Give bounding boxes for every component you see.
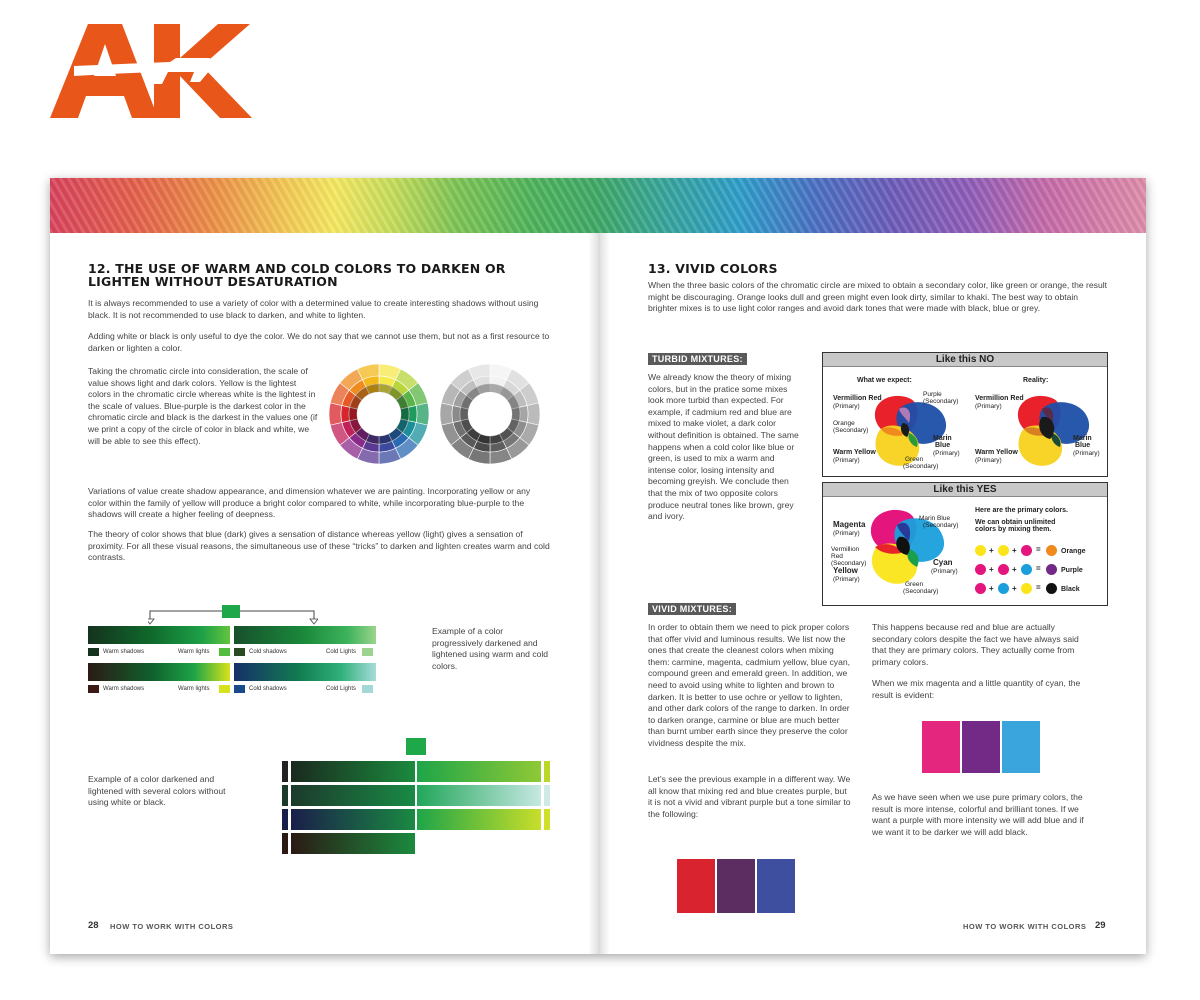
dot-yellow: [998, 545, 1009, 556]
no-purple-label: Purple: [923, 391, 942, 398]
label-cold-lights-1: Cold Lights: [326, 649, 357, 655]
vivid-text-2: Let's see the previous example in a different way. We all know that mixing red and blue creates purple, but it is not a vivid and vibrant purple but a tone similar to the following:: [648, 774, 851, 819]
dot-cyan: [1021, 564, 1032, 575]
yes-magenta-label: Magenta: [833, 520, 866, 529]
reality-marin-label: Marin: [1073, 435, 1092, 442]
yes-yellow-primary: (Primary): [833, 576, 860, 583]
reality-vermillion-label: Vermillion Red: [975, 395, 1024, 402]
dot-purple: [1046, 564, 1057, 575]
dot-orange: [1046, 545, 1057, 556]
yes-cyan-label: Cyan: [933, 558, 953, 567]
book-gutter: [588, 233, 610, 954]
swatch-dull-purple: [717, 859, 755, 913]
reality-yellow-primary: (Primary): [975, 457, 1002, 464]
no-vermillion-label: Vermillion Red: [833, 395, 882, 402]
warm-strip-1: [88, 626, 230, 644]
label-warm-shadows-2: Warm shadows: [103, 686, 145, 692]
green-source-swatch: [406, 738, 426, 755]
value-circle: [438, 362, 542, 471]
right-intro: When the three basic colors of the chromatic circle are mixed to obtain a secondary color, like green or orange, the result might be discouraging. Orange looks dull and green might even look dirty, similar to khaki. The best way to obtain brighter mixes is to use light color ranges and avoid dark tones that were made with black, blue or grey.: [648, 280, 1108, 314]
yes-vermillion-label: Vermillion: [831, 546, 860, 553]
yes-marin-blue-label: Marin Blue: [919, 515, 951, 522]
yes-note-1: Here are the primary colors.: [975, 507, 1068, 514]
col2-text-2: When we mix magenta and a little quantity of cyan, the result is evident:: [872, 678, 1081, 700]
left-para-5: The theory of color shows that blue (dark) gives a sensation of distance whereas yellow (light) gives a sensation of proximity. For all these visual reasons, the simultaneous use of these “tricks” to darken and lighten creates warm and cold contrasts.: [88, 529, 550, 563]
swatch-magenta: [922, 721, 960, 773]
op-equals: =: [1036, 545, 1041, 554]
dot-black: [1046, 583, 1057, 594]
dot-yellow: [1021, 583, 1032, 594]
op-plus: +: [1012, 584, 1017, 593]
result-orange-label: Orange: [1061, 548, 1086, 555]
caption-several-colors: Example of a color darkened and lightened with several colors without using white or black.: [88, 774, 226, 808]
yes-marin-secondary: (Secondary): [923, 522, 959, 529]
section-13-heading: 13. VIVID COLORS: [648, 261, 778, 276]
page-number-left: 28: [88, 920, 99, 931]
label-warm-shadows-1: Warm shadows: [103, 649, 145, 655]
op-equals: =: [1036, 564, 1041, 573]
left-para-3: Taking the chromatic circle into consideration, the scale of value shows light and dark colors. Yellow is the lightest colors in the chromatic circle whereas white is the lightest in the scale of values. Blue-purple is the darkest color in the chromatic circle and black is the darkest in the values one (if we print a copy of the circle of color in black and white, we will be able to see this effect).: [88, 366, 318, 446]
no-blue-label: Blue: [935, 442, 951, 449]
col2-text-3: As we have seen when we use pure primary colors, the result is more intense, colorful and brilliant tones. If we want a purple with more intensity we will add blue and if we want it to be darker we will add black.: [872, 792, 1084, 837]
no-yellow-primary: (Primary): [833, 457, 860, 464]
no-marin-label: Marin: [933, 435, 952, 442]
multi-color-strips: [282, 761, 552, 866]
vivid-mixtures-tag: VIVID MIXTURES:: [648, 603, 736, 615]
swatch-warm-light-2: [219, 685, 230, 693]
op-plus: +: [989, 584, 994, 593]
warm-strip-2: [88, 663, 230, 681]
reality-blue-label: Blue: [1075, 442, 1091, 449]
label-warm-lights-1: Warm lights: [178, 649, 210, 655]
yes-note-2: We can obtain unlimited colors by mixing them.: [975, 519, 1056, 533]
caption-progression: Example of a color progressively darkened and lightened using warm and cold colors.: [432, 626, 549, 671]
dot-cyan: [998, 583, 1009, 594]
col2-text-1: This happens because red and blue are actually secondary colors despite the fact we have always said that they are primary colors. They actually come from primary colors.: [872, 622, 1079, 667]
swatch-blue: [757, 859, 795, 913]
op-plus: +: [989, 565, 994, 574]
op-plus: +: [989, 546, 994, 555]
no-blue-primary: (Primary): [933, 450, 960, 457]
section-12-heading: 12. THE USE OF WARM AND COLD COLORS TO DARKEN OR LIGHTEN WITHOUT DESATURATION: [88, 261, 506, 289]
no-orange-label: Orange: [833, 420, 855, 427]
footer-title-right: HOW TO WORK WITH COLORS: [963, 922, 1087, 931]
op-equals: =: [1036, 583, 1041, 592]
op-plus: +: [1012, 565, 1017, 574]
panel-no-expect: What we expect:: [857, 377, 912, 384]
footer-title-left: HOW TO WORK WITH COLORS: [110, 922, 234, 931]
no-purple-secondary: (Secondary): [923, 398, 959, 405]
dot-magenta: [975, 564, 986, 575]
swatch-warm-shadow-1: [88, 648, 99, 656]
swatch-cold-shadow-2: [234, 685, 245, 693]
dot-magenta: [975, 583, 986, 594]
yes-green-label: Green: [905, 581, 924, 588]
left-para-4: Variations of value create shadow appearance, and dimension whatever we are painting. Incorporating yellow or any color within the family of yellow will produce a bright color compared to white, while incorporating blue-purple to the shadows will create a higher feeling of deepness.: [88, 486, 531, 520]
panel-no-title: Like this NO: [823, 353, 1107, 367]
dot-magenta: [998, 564, 1009, 575]
reality-yellow-label: Warm Yellow: [975, 449, 1018, 456]
yes-red-label: Red: [831, 553, 843, 560]
left-para-1: It is always recommended to use a variety of color with a determined value to create interesting shadows without using black. It is not recommended to use black to darken, and white to lighten.: [88, 298, 539, 320]
swatch-red: [677, 859, 715, 913]
ak-logo: [50, 18, 255, 123]
cold-strip-1: [234, 626, 376, 644]
label-warm-lights-2: Warm lights: [178, 686, 210, 692]
swatch-cold-shadow-1: [234, 648, 245, 656]
swatch-warm-light-1: [219, 648, 230, 656]
panel-like-this-no: [822, 352, 1108, 477]
label-cold-shadows-2: Cold shadows: [249, 686, 287, 692]
no-green-label: Green: [905, 456, 924, 463]
cold-strip-2: [234, 663, 376, 681]
swatch-cyan: [1002, 721, 1040, 773]
swatch-warm-shadow-2: [88, 685, 99, 693]
swatch-cold-light-1: [362, 648, 373, 656]
swatch-cold-light-2: [362, 685, 373, 693]
yes-magenta-primary: (Primary): [833, 530, 860, 537]
panel-no-reality: Reality:: [1023, 377, 1049, 384]
op-plus: +: [1012, 546, 1017, 555]
label-cold-lights-2: Cold Lights: [326, 686, 357, 692]
result-purple-label: Purple: [1061, 567, 1083, 574]
no-vermillion-primary: (Primary): [833, 403, 860, 410]
panel-yes-title: Like this YES: [823, 483, 1107, 497]
yes-red-secondary: (Secondary): [831, 560, 867, 567]
turbid-mixtures-tag: TURBID MIXTURES:: [648, 353, 747, 365]
yes-yellow-label: Yellow: [833, 566, 858, 575]
swatch-vivid-purple: [962, 721, 1000, 773]
left-para-2: Adding white or black is only useful to dye the color. We do not say that we cannot use them, but not as a first resource to darken or lighten a color.: [88, 331, 550, 353]
rainbow-banner: [50, 178, 1146, 233]
reality-vermillion-primary: (Primary): [975, 403, 1002, 410]
no-green-secondary: (Secondary): [903, 463, 939, 470]
vivid-text-1: In order to obtain them we need to pick proper colors that offer vivid and luminous results. We list now the ones that create the cleanest colors when mixing them: carmine, magenta, cadmium yellow, blue cyan, compound green and emerald green. In addition, we need to avoid using white to lighten and brown to darken. It is better to use ochre or yellow to lighten, and other dark colors of the range to darken. In order to darken orange, carmine or blue are much better than burnt umber earth since they preserve the color vividness despite the mix.: [648, 622, 851, 748]
page-number-right: 29: [1095, 920, 1106, 931]
chromatic-circle: [327, 362, 431, 471]
dot-yellow: [975, 545, 986, 556]
label-cold-shadows-1: Cold shadows: [249, 649, 287, 655]
yes-green-secondary: (Secondary): [903, 588, 939, 595]
no-orange-secondary: (Secondary): [833, 427, 869, 434]
turbid-text: We already know the theory of mixing colors, but in the pratice some mixes look more turbid than expected. For example, if cadmium red and blue are mixed to make violet, a dark color without definition is obtained. The same happens when a cold color like blue or green, is used to mix a warm and intense color, losing intensity and becoming greyish. We conclude then that the mix of two opposite colors produce neutral tones like brown, grey and ivory.: [648, 372, 799, 522]
panel-like-this-yes: [822, 482, 1108, 606]
yes-cyan-primary: (Primary): [931, 568, 958, 575]
dot-magenta: [1021, 545, 1032, 556]
book-spread: [50, 178, 1146, 954]
no-yellow-label: Warm Yellow: [833, 449, 876, 456]
result-black-label: Black: [1061, 586, 1080, 593]
reality-blue-primary: (Primary): [1073, 450, 1100, 457]
